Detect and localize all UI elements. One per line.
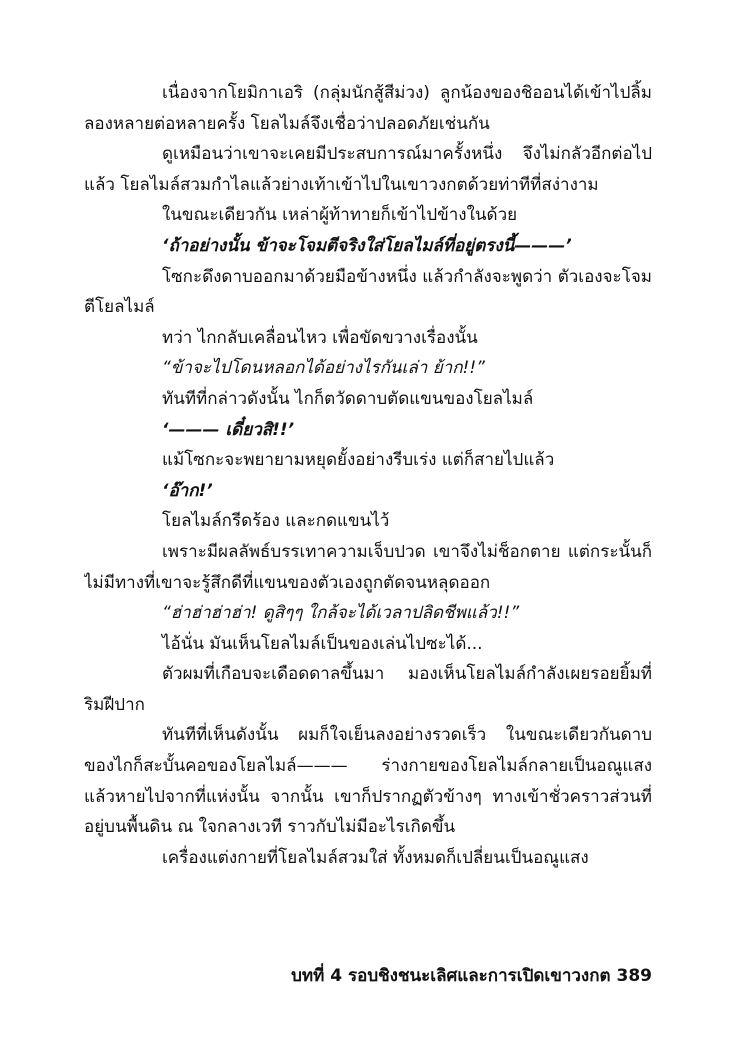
page-footer: [84, 962, 652, 989]
paragraph: โยลไมล์กรีดร้อง และกดแขนไว้: [162, 511, 390, 532]
body-text: [84, 78, 652, 873]
page-number: 389: [616, 966, 652, 986]
paragraph: ตัวผมที่เกือบจะเดือดดาลขึ้นมา มองเห็นโยลไมล์กำลังเผยรอยยิ้มที่ริมฝีปาก: [84, 664, 652, 715]
paragraph: เนื่องจากโยมิกาเอริ (กลุ่มนักสู้สีม่วง) ลูกน้องของชิออนได้เข้าไปลิ้มลองหลายต่อหลายครั้ง โยลไมล์จึงเชื่อว่าปลอดภัยเช่นกัน: [84, 83, 652, 134]
paragraph: ไอ้นั่น มันเห็นโยลไมล์เป็นของเล่นไปซะได้...: [162, 633, 483, 654]
thought-line: ‘ถ้าอย่างนั้น ข้าจะโจมตีจริงใส่โยลไมล์ที่อยู่ตรงนี้———’: [162, 235, 572, 256]
chapter-title: บทที่ 4 รอบชิงชนะเลิศและการเปิดเขาวงกต: [291, 966, 611, 986]
paragraph: แม้โซกะจะพยายามหยุดยั้งอย่างรีบเร่ง แต่ก็สายไปแล้ว: [162, 450, 555, 471]
thought-line: ‘——— เดี๋ยวสิ!!’: [162, 419, 295, 440]
dialogue-line: “ข้าจะไปโดนหลอกได้อย่างไรกันเล่า ย้าก!!”: [162, 358, 485, 379]
paragraph: โซกะดึงดาบออกมาด้วยมือข้างหนึ่ง แล้วกำลังจะพูดว่า ตัวเองจะโจมตีโยลไมล์: [84, 266, 652, 318]
paragraph: เพราะมีผลลัพธ์บรรเทาความเจ็บปวด เขาจึงไม่ช็อกตาย แต่กระนั้นก็ไม่มีทางที่เขาจะรู้สึกดีที่แขนของตัวเองถูกตัดจนหลุดออก: [84, 541, 652, 593]
paragraph: ในขณะเดียวกัน เหล่าผู้ท้าทายก็เข้าไปข้างในด้วย: [162, 205, 518, 226]
paragraph: ทันทีที่กล่าวดังนั้น ไกก็ตวัดดาบตัดแขนของโยลไมล์: [162, 388, 534, 409]
thought-line: ‘อ๊าก!’: [162, 480, 213, 501]
dialogue-line: “ฮ่าฮ่าฮ่าฮ่า! ดูสิๆๆ ใกล้จะได้เวลาปลิดชีพแล้ว!!”: [162, 603, 520, 624]
paragraph: เครื่องแต่งกายที่โยลไมล์สวมใส่ ทั้งหมดก็เปลี่ยนเป็นอณูแสง: [162, 847, 589, 868]
paragraph: ดูเหมือนว่าเขาจะเคยมีประสบการณ์มาครั้งหนึ่ง จึงไม่กลัวอีกต่อไปแล้ว โยลไมล์สวมกำไลแล้วย่างเท้าเข้าไปในเขาวงกตด้วยท่าทีที่สง่างาม: [84, 144, 652, 195]
paragraph: ทันทีที่เห็นดังนั้น ผมก็ใจเย็นลงอย่างรวดเร็ว ในขณะเดียวกันดาบของไกก็สะบั้นคอของโยลไมล์——— ร่างกายของโยลไมล์กลายเป็นอณูแสง แล้วหายไปจากที่แห่งนั้น จากนั้น เขาก็ปรากฏตัวข้างๆ ทางเข้าชั่วคราวส่วนที่อยู่บนพื้นดิน ณ ใจกลางเวที ราวกับไม่มีอะไรเกิดขึ้น: [84, 725, 652, 838]
paragraph: ทว่า ไกกลับเคลื่อนไหว เพื่อขัดขวางเรื่องนั้น: [162, 327, 478, 348]
